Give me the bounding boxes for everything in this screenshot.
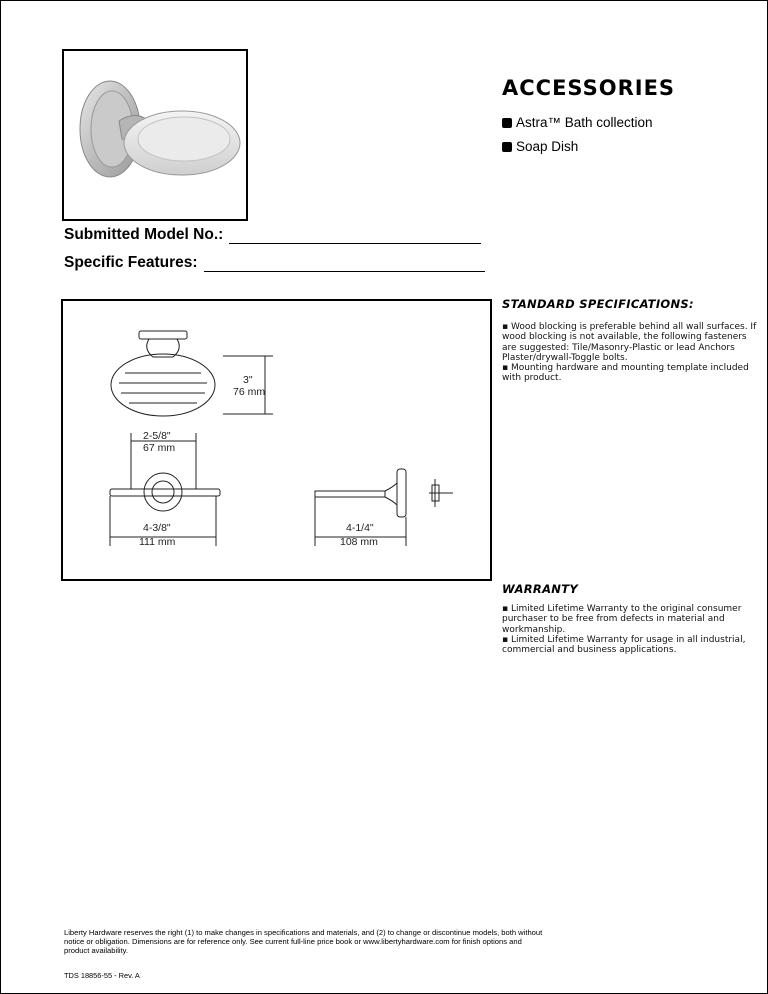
side-view-dish [315, 491, 385, 497]
projection-mm-label: 108 mm [340, 536, 378, 548]
warranty-body [502, 604, 760, 655]
height-mm-label: 76 mm [233, 386, 266, 398]
product-label: Soap Dish [516, 139, 579, 154]
warranty-item: ▪ Limited Lifetime Warranty to the original consumer purchaser to be free from defects in material and workmanship. [502, 604, 742, 635]
dimension-drawing [63, 301, 490, 579]
warranty-heading: WARRANTY [502, 582, 578, 596]
height-in-label: 3" [243, 374, 253, 386]
collection-label: Astra™ Bath collection [516, 115, 653, 130]
product-photo [62, 49, 248, 221]
page-title: ACCESSORIES [502, 76, 676, 100]
dish-width-in-label: 2-5/8" [143, 430, 171, 442]
doc-number: TDS 18856-55 - Rev. A [64, 971, 140, 980]
warranty-item: ▪ Limited Lifetime Warranty for usage in all industrial, commercial and business applications. [502, 634, 746, 656]
soap-dish-image [64, 51, 246, 219]
footer-disclaimer: Liberty Hardware reserves the right (1) to make changes in specifications and materials, and (2) to change or discontinue models, both without notice or obligation. Dimensions are for reference only. See current full-line price book or www.libertyhardware.com for finish options and product availability. [64, 928, 543, 955]
bullet-square-icon [502, 118, 512, 128]
top-view-plate [144, 473, 182, 511]
collection-bullet [502, 115, 653, 130]
specs-body [502, 322, 760, 384]
specific-features-field [64, 254, 485, 272]
model-number-field [64, 226, 481, 244]
spec-item: ▪ Wood blocking is preferable behind all wall surfaces. If wood blocking is not available, the following fasteners are suggested: Tile/Masonry-Plastic or lead Anchors Plaster/drywall-Toggle bolts. [502, 322, 757, 363]
top-view-dish [110, 489, 220, 496]
side-view-plate [397, 469, 406, 517]
front-view-plate [139, 331, 187, 339]
dish-width-mm-label: 67 mm [143, 442, 176, 454]
model-number-label: Submitted Model No.: [64, 226, 224, 243]
product-bullet [502, 139, 578, 154]
spec-item: ▪ Mounting hardware and mounting template included with product. [502, 363, 749, 384]
front-view-dish [111, 354, 215, 416]
bullet-square-icon [502, 142, 512, 152]
specific-features-input-line[interactable] [204, 257, 485, 272]
overall-width-in-label: 4-3/8" [143, 522, 171, 534]
technical-drawing [61, 299, 492, 581]
projection-in-label: 4-1/4" [346, 522, 374, 534]
overall-width-mm-label: 111 mm [139, 536, 176, 548]
specific-features-label: Specific Features: [64, 254, 198, 271]
model-number-input-line[interactable] [229, 229, 481, 244]
specs-heading: STANDARD SPECIFICATIONS: [502, 297, 694, 311]
